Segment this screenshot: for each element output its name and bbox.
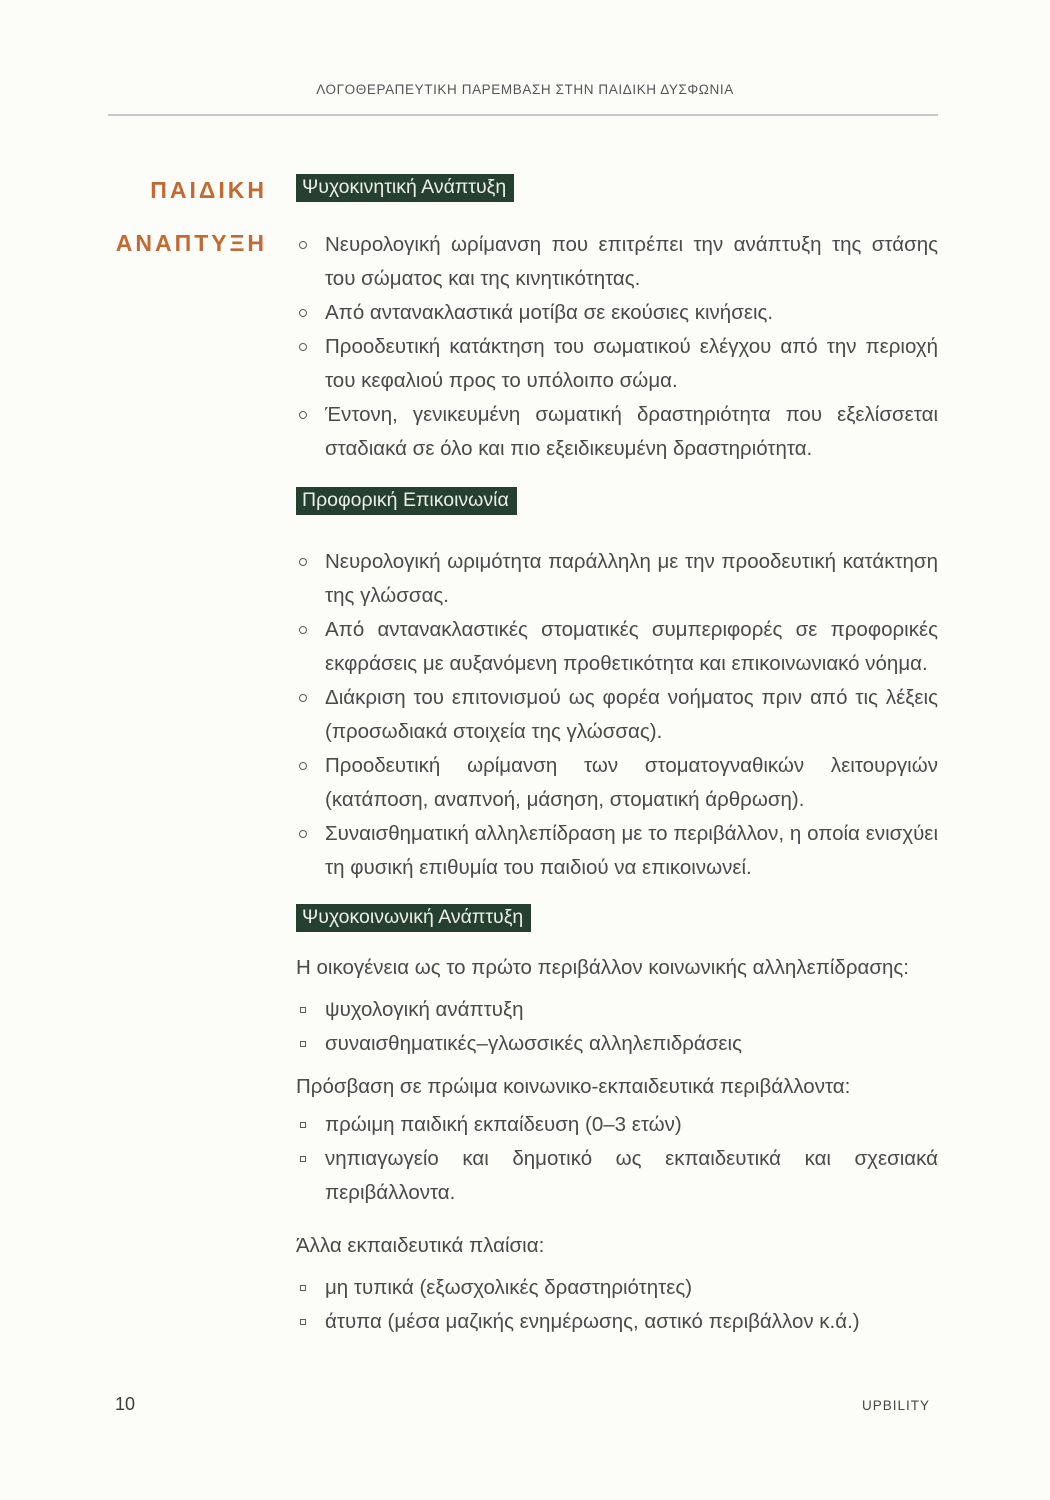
bullet-circle-icon	[299, 411, 307, 419]
list-item-text: Συναισθηματική αλληλεπίδραση με το περιβάλλον, η οποία ενισχύει τη φυσική επιθυμία του παιδιού να επικοινωνεί.	[325, 822, 938, 879]
bullet-circle-icon	[299, 626, 307, 634]
list-item-text: μη τυπικά (εξωσχολικές δραστηριότητες)	[325, 1276, 693, 1299]
section-heading-psychomotor: Ψυχοκινητική Ανάπτυξη	[296, 174, 514, 202]
list-item-text: πρώιμη παιδική εκπαίδευση (0–3 ετών)	[325, 1113, 682, 1136]
access-square-list	[296, 1108, 938, 1210]
list-item-text: Από αντανακλαστικές στοματικές συμπεριφορές σε προφορικές εκφράσεις με αυξανόμενη προθετικότητα και επικοινωνιακό νόημα.	[325, 618, 938, 675]
chapter-title	[60, 178, 267, 255]
list-item	[296, 613, 938, 681]
list-item	[296, 398, 938, 466]
list-item-text: Νευρολογική ωριμότητα παράλληλη με την προοδευτική κατάκτηση της γλώσσας.	[325, 550, 938, 607]
list-item	[296, 1305, 938, 1339]
list-item-text: άτυπα (μέσα μαζικής ενημέρωσης, αστικό περιβάλλον κ.ά.)	[325, 1310, 860, 1333]
page-number: 10	[115, 1394, 136, 1414]
other-contexts-square-list	[296, 1271, 938, 1339]
header-divider	[108, 114, 938, 116]
list-item-text: νηπιαγωγείο και δημοτικό ως εκπαιδευτικά και σχεσιακά περιβάλλοντα.	[325, 1147, 938, 1204]
chapter-title-line: ΠΑΙΔΙΚΗ	[150, 177, 267, 203]
bullet-circle-icon	[299, 343, 307, 351]
oral-communication-bullet-list	[296, 545, 938, 885]
list-item	[296, 1271, 938, 1305]
bullet-square-icon	[300, 1285, 306, 1291]
list-item	[296, 330, 938, 398]
bullet-circle-icon	[299, 762, 307, 770]
list-item	[296, 749, 938, 817]
bullet-circle-icon	[299, 830, 307, 838]
list-item-text: συναισθηματικές–γλωσσικές αλληλεπιδράσεις	[325, 1032, 742, 1055]
bullet-square-icon	[300, 1041, 306, 1047]
list-item	[296, 993, 938, 1027]
list-item	[296, 1142, 938, 1210]
list-item	[296, 545, 938, 613]
bullet-square-icon	[300, 1156, 306, 1162]
lead-paragraph-other-contexts: Άλλα εκπαιδευτικά πλαίσια:	[296, 1234, 545, 1257]
list-item	[296, 296, 938, 330]
family-square-list	[296, 993, 938, 1061]
bullet-square-icon	[300, 1319, 306, 1325]
list-item-text: Από αντανακλαστικά μοτίβα σε εκούσιες κινήσεις.	[325, 301, 774, 324]
bullet-circle-icon	[299, 558, 307, 566]
list-item-text: Έντονη, γενικευμένη σωματική δραστηριότητα που εξελίσσεται σταδιακά σε όλο και πιο εξειδικευμένη δραστηριότητα.	[325, 403, 938, 460]
list-item-text: Προοδευτική κατάκτηση του σωματικού ελέγχου από την περιοχή του κεφαλιού προς το υπόλοιπο σώμα.	[325, 335, 938, 392]
list-item	[296, 1027, 938, 1061]
lead-paragraph-access: Πρόσβαση σε πρώιμα κοινωνικο-εκπαιδευτικά περιβάλλοντα:	[296, 1075, 851, 1098]
bullet-circle-icon	[299, 309, 307, 317]
bullet-square-icon	[300, 1122, 306, 1128]
list-item-text: Προοδευτική ωρίμανση των στοματογναθικών λειτουργιών (κατάποση, αναπνοή, μάσηση, στοματική άρθρωση).	[325, 754, 938, 811]
publisher-brand: UPBILITY	[861, 1398, 930, 1413]
list-item	[296, 228, 938, 296]
running-header: ΛΟΓΟΘΕΡΑΠΕΥΤΙΚΗ ΠΑΡΕΜΒΑΣΗ ΣΤΗΝ ΠΑΙΔΙΚΗ ΔΥΣΦΩΝΙΑ	[316, 82, 734, 97]
section-heading-oral-communication: Προφορική Επικοινωνία	[296, 487, 517, 515]
list-item-text: ψυχολογική ανάπτυξη	[325, 998, 524, 1021]
section-heading-psychosocial: Ψυχοκοινωνική Ανάπτυξη	[296, 904, 531, 932]
bullet-square-icon	[300, 1007, 306, 1013]
list-item	[296, 817, 938, 885]
list-item-text: Διάκριση του επιτονισμού ως φορέα νοήματος πριν από τις λέξεις (προσωδιακά στοιχεία της γλώσσας).	[325, 686, 938, 743]
lead-paragraph-family: Η οικογένεια ως το πρώτο περιβάλλον κοινωνικής αλληλεπίδρασης:	[296, 956, 909, 979]
main-content	[296, 174, 938, 1339]
psychomotor-bullet-list	[296, 228, 938, 466]
list-item	[296, 681, 938, 749]
bullet-circle-icon	[299, 241, 307, 249]
list-item	[296, 1108, 938, 1142]
chapter-title-line: ΑΝΑΠΤΥΞΗ	[115, 230, 267, 256]
bullet-circle-icon	[299, 694, 307, 702]
list-item-text: Νευρολογική ωρίμανση που επιτρέπει την ανάπτυξη της στάσης του σώματος και της κινητικότητας.	[325, 233, 938, 290]
